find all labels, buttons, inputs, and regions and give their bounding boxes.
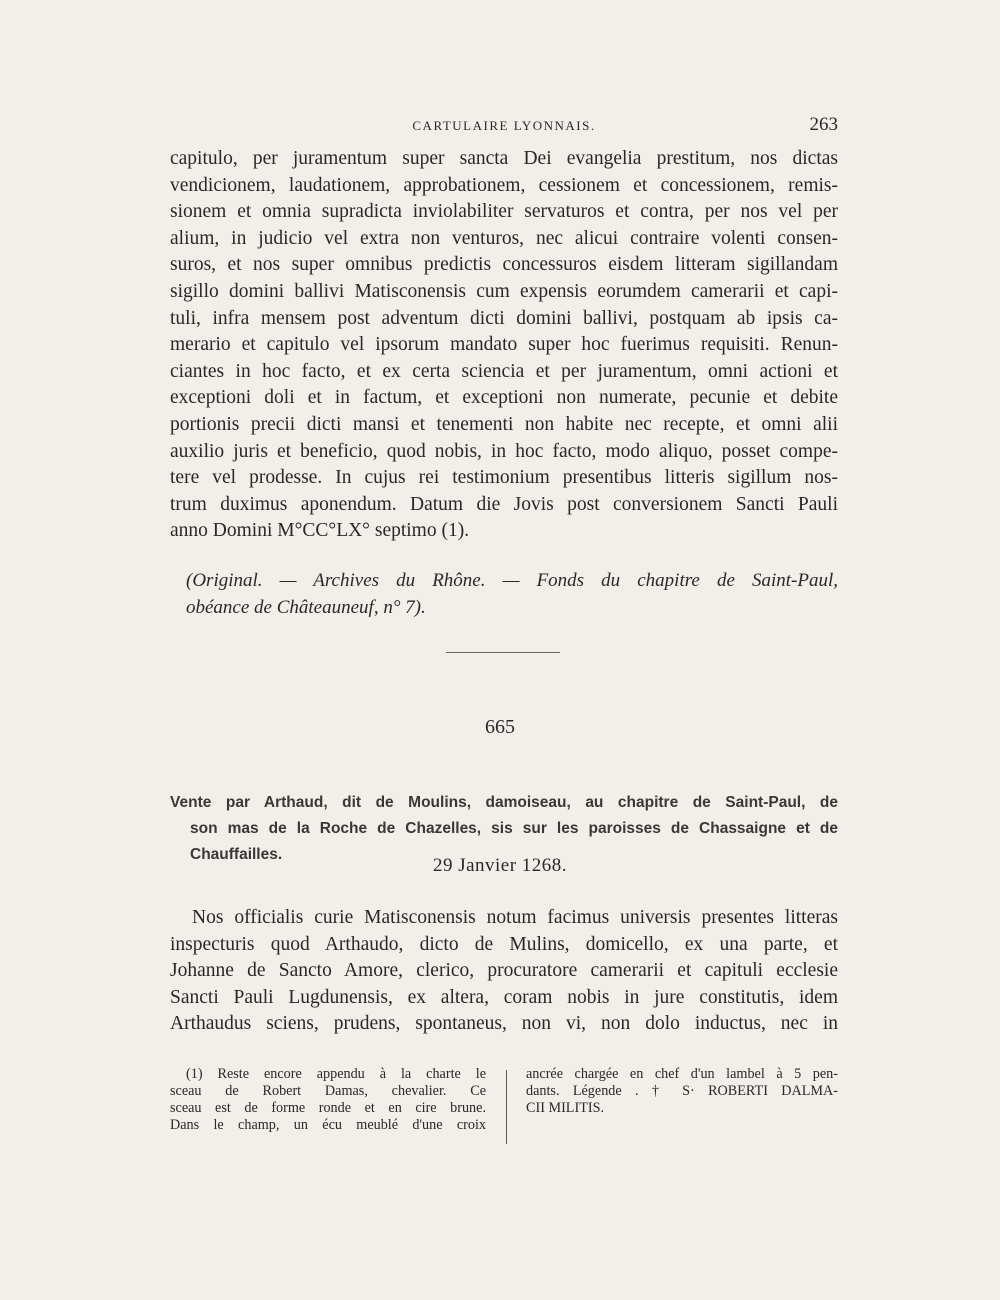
footnote-left-column [170, 1066, 486, 1134]
text-line: tere vel prodesse. In cujus rei testimonium presentibus litteris sigillum nos- [170, 467, 838, 489]
footnote-line: CII MILITIS. [526, 1100, 605, 1116]
summary-line: Vente par Arthaud, dit de Moulins, damoiseau, au chapitre de Saint-Paul, de [170, 794, 838, 811]
page-number: 263 [809, 114, 838, 135]
footnote-line: Dans le champ, un écu meublé d'une croix [170, 1117, 486, 1133]
text-line: suros, et nos super omnibus predictis concessuros eisdem litteram sigillandam [170, 254, 838, 276]
footnote-right-column [526, 1066, 838, 1117]
footnote-line: sceau de Robert Damas, chevalier. Ce [170, 1083, 486, 1099]
continued-charter-text [170, 146, 838, 545]
text-line: portionis precii dicti mansi et tenementi non habite nec recepte, et omni alii [170, 413, 838, 435]
source-citation [186, 568, 838, 621]
text-line: Sancti Pauli Lugdunensis, ex altera, coram nobis in jure constitutis, idem [170, 986, 838, 1008]
text-line: capitulo, per juramentum super sancta Dei evangelia prestitum, nos dictas [170, 148, 838, 169]
text-line: vendicionem, laudationem, approbationem, cessionem et concessionem, remis- [170, 174, 838, 196]
charter-date: 29 Janvier 1268. [432, 855, 568, 876]
footnote-line: sceau est de forme ronde et en cire brune. [170, 1100, 486, 1116]
text-line: merario et capitulo vel ipsorum mandato super hoc fuerimus requisiti. Renun- [170, 334, 838, 356]
footnote-line: (1) Reste encore appendu à la charte le [186, 1066, 486, 1082]
text-line: sigillo domini ballivi Matisconensis cum expensis eorumdem camerarii et capi- [170, 280, 838, 302]
footnote-line: dants. Légende . † S· ROBERTI DALMA- [526, 1083, 838, 1099]
running-head [170, 116, 838, 136]
text-line: trum duximus aponendum. Datum die Jovis post conversionem Sancti Pauli [170, 493, 838, 515]
text-line: tuli, infra mensem post adventum dicti domini ballivi, postquam ab ipsis ca- [170, 307, 838, 329]
citation-line: (Original. — Archives du Rhône. — Fonds du chapitre de Saint-Paul, [186, 570, 838, 591]
text-line: Johanne de Sancto Amore, clerico, procuratore camerarii et capituli ecclesie [170, 960, 838, 982]
summary-line: son mas de la Roche de Chazelles, sis sur les paroisses de Chassaigne et de [190, 820, 838, 837]
charter-text [170, 905, 838, 1038]
text-line: ciantes in hoc facto, et ex certa sciencia et per juramentum, omni actioni et [170, 360, 838, 382]
text-line: alium, in judicio vel extra non venturos, nec alicui contraire volenti consen- [170, 227, 838, 249]
text-line: Nos officialis curie Matisconensis notum facimus universis presentes litteras [192, 907, 838, 928]
charter-number: 665 [485, 716, 515, 738]
section-separator [446, 652, 560, 653]
text-line: exceptioni doli et in factum, et exceptioni non numerate, pecunie et debite [170, 387, 838, 409]
summary-line: Chauffailles. [190, 846, 283, 863]
text-line: anno Domini M°CC°LX° septimo (1). [170, 520, 470, 542]
text-line: sionem et omnia supradicta inviolabiliter servaturos et contra, per nos vel per [170, 201, 838, 223]
citation-line: obéance de Châteauneuf, n° 7). [186, 596, 426, 618]
footnote-line: ancrée chargée en chef d'un lambel à 5 pen- [526, 1066, 838, 1082]
text-line: Arthaudus sciens, prudens, spontaneus, non vi, non dolo inductus, nec in [170, 1013, 838, 1035]
text-line: auxilio juris et beneficio, quod nobis, in hoc facto, modo aliquo, posset compe- [170, 440, 838, 462]
running-title: CARTULAIRE LYONNAIS. [412, 118, 596, 133]
footnote-column-divider [506, 1070, 507, 1144]
text-line: inspecturis quod Arthaudo, dicto de Mulins, domicello, ex una parte, et [170, 933, 838, 955]
